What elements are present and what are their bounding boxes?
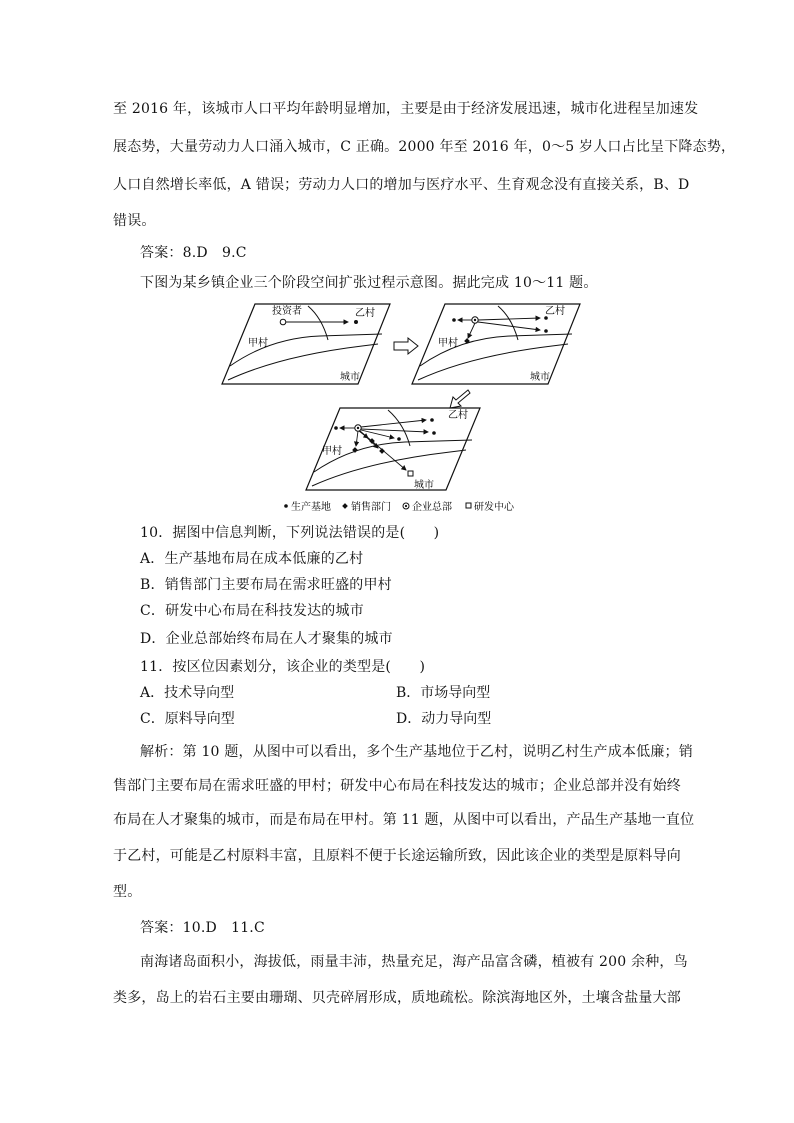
q10-option-a: A．生产基地布局在成本低廉的乙村	[140, 551, 364, 567]
city-label: 城市	[530, 372, 550, 383]
legend-base-label: 生产基地	[291, 502, 331, 513]
figure-enterprise-expansion	[210, 296, 590, 518]
analysis-line: 型。	[113, 884, 142, 900]
q10-option-d: D．企业总部始终布局在人才聚集的城市	[140, 631, 393, 647]
village-yi-label: 乙村	[355, 308, 375, 319]
panel-stage-1	[222, 304, 390, 384]
legend-sales-icon	[342, 503, 348, 509]
village-jia-label: 甲村	[438, 338, 458, 349]
q10-option-c: C．研发中心布局在科技发达的城市	[140, 603, 364, 619]
text-line: 展态势，大量劳动力人口涌入城市，C 正确。2000 年至 2016 年，0～5 岁人口占比呈下降态势，	[113, 139, 736, 155]
panel-stage-2	[412, 304, 580, 384]
stage-arrow-down	[450, 390, 470, 408]
village-yi-label: 乙村	[448, 410, 468, 421]
text-line: 至 2016 年，该城市人口平均年龄明显增加，主要是由于经济发展迅速，城市化进程呈加速发	[113, 101, 699, 117]
analysis-line: 布局在人才聚集的城市，而是布局在甲村。第 11 题，从图中可以看出，产品生产基地一直位	[113, 812, 695, 828]
analysis-line: 解析：第 10 题，从图中可以看出，多个生产基地位于乙村，说明乙村生产成本低廉；销	[140, 744, 693, 760]
q11-stem: 11．按区位因素划分，该企业的类型是( )	[140, 659, 426, 675]
legend-rd-label: 研发中心	[474, 502, 514, 513]
village-jia-label: 甲村	[322, 446, 342, 457]
text-line: 南海诸岛面积小，海拔低，雨量丰沛，热量充足，海产品富含磷，植被有 200 余种，鸟	[140, 954, 688, 970]
village-yi-label: 乙村	[545, 306, 565, 317]
panel-stage-3	[306, 408, 480, 491]
q11-option-c: C．原料导向型	[140, 711, 235, 727]
city-label: 城市	[414, 480, 434, 491]
legend-rd-icon	[466, 503, 471, 508]
q11-option-d: D．动力导向型	[396, 711, 492, 727]
q11-option-a: A．技术导向型	[140, 685, 235, 701]
investor-label: 投资者	[272, 306, 302, 317]
analysis-line: 于乙村，可能是乙村原料丰富，且原料不便于长途运输所致，因此该企业的类型是原料导向	[113, 848, 681, 864]
legend-hq-label: 企业总部	[412, 502, 452, 513]
legend-sales-label: 销售部门	[351, 502, 391, 513]
q10-stem: 10．据图中信息判断，下列说法错误的是( )	[140, 525, 440, 541]
text-line: 人口自然增长率低，A 错误；劳动力人口的增加与医疗水平、生育观念没有直接关系，B、D	[113, 177, 690, 193]
answer-line: 答案：10.D 11.C	[140, 920, 265, 936]
figure-legend	[284, 500, 515, 513]
analysis-line: 售部门主要布局在需求旺盛的甲村；研发中心布局在科技发达的城市；企业总部并没有始终	[113, 778, 681, 794]
answer-line: 答案：8.D 9.C	[140, 245, 247, 261]
city-label: 城市	[340, 372, 360, 383]
text-line: 类多，岛上的岩石主要由珊瑚、贝壳碎屑形成，质地疏松。除滨海地区外，土壤含盐量大部	[113, 990, 681, 1006]
q10-option-b: B．销售部门主要布局在需求旺盛的甲村	[140, 577, 392, 593]
village-jia-label: 甲村	[248, 338, 268, 349]
stage-arrow-right	[394, 338, 418, 354]
q11-option-b: B．市场导向型	[396, 685, 491, 701]
text-line: 错误。	[113, 213, 156, 229]
legend-base-icon	[284, 504, 288, 508]
figure-intro: 下图为某乡镇企业三个阶段空间扩张过程示意图。据此完成 10～11 题。	[140, 275, 598, 291]
